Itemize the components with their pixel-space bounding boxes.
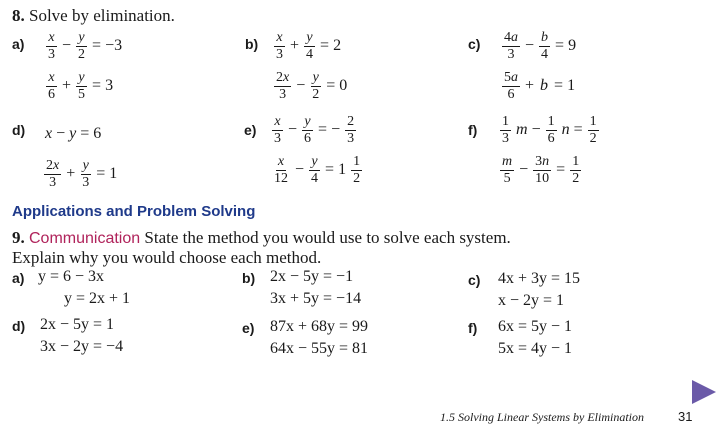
q8b-system	[272, 28, 350, 108]
q8-instruction: Solve by elimination.	[29, 6, 175, 25]
q9f-label: f)	[468, 320, 478, 336]
q9c-eq2: x − 2y = 1	[498, 292, 565, 309]
equation-term: +	[290, 37, 300, 54]
equation-term: = 0	[326, 77, 348, 94]
page-number: 31	[678, 409, 693, 424]
equation-term: m −	[516, 121, 541, 138]
equation-line	[500, 68, 579, 104]
fraction: $\frac{x}{12}$	[274, 154, 288, 186]
q9d-label: d)	[12, 318, 26, 334]
q9e-label: e)	[242, 320, 255, 336]
fraction: $\frac{4a}{3}$	[504, 30, 518, 62]
equation-term: −	[62, 37, 72, 54]
q8f-system	[498, 112, 601, 192]
fraction: $\frac{y}{4}$	[306, 30, 314, 62]
q9f-eq2: 5x = 4y − 1	[498, 340, 573, 357]
q9a-eq2: y = 2x + 1	[64, 290, 131, 307]
fraction: $\frac{y}{3}$	[82, 158, 90, 190]
equation-line	[270, 112, 364, 148]
fraction: $\frac{x}{3}$	[276, 30, 283, 62]
equation-line	[498, 152, 601, 188]
equation-term: +	[525, 77, 535, 94]
fraction: $\frac{2x}{3}$	[276, 70, 290, 102]
fraction: $\frac{b}{4}$	[541, 30, 549, 62]
q9-prompt-line2: Explain why you would choose each method.	[12, 248, 322, 267]
fraction: $\frac{1}{2}$	[353, 154, 361, 186]
equation-term: =	[556, 161, 566, 178]
fraction: $\frac{x}{3}$	[274, 114, 281, 146]
q9b-eq2: 3x + 5y = −14	[270, 290, 362, 307]
q9f-eq1: 6x = 5y − 1	[498, 318, 573, 335]
fraction: $\frac{y}{4}$	[311, 154, 319, 186]
fraction: $\frac{5a}{6}$	[504, 70, 518, 102]
q8f-label: f)	[468, 122, 478, 138]
equation-term: −	[288, 121, 298, 138]
q9-prompt-text: State the method you would use to solve each system.	[144, 228, 511, 247]
q9a-label: a)	[12, 270, 25, 286]
equation-line	[498, 112, 601, 148]
q8b-label: b)	[245, 36, 259, 52]
q8a-label: a)	[12, 36, 25, 52]
equation-term: x − y = 6	[45, 125, 102, 142]
equation-term: = 9	[555, 37, 577, 54]
equation-line	[272, 68, 350, 104]
section-heading: Applications and Problem Solving	[12, 203, 256, 220]
equation-term: = 1	[325, 161, 347, 178]
equation-line	[270, 152, 364, 188]
fraction: $\frac{3n}{10}$	[535, 154, 550, 186]
footer-section-title: 1.5 Solving Linear Systems by Elimination	[440, 410, 644, 424]
q8d-label: d)	[12, 122, 26, 138]
q9e-eq2: 64x − 55y = 81	[270, 340, 369, 357]
equation-line	[272, 28, 350, 64]
fraction: $\frac{1}{6}$	[547, 114, 555, 146]
equation-term: −	[525, 37, 535, 54]
equation-term: = 1	[554, 77, 576, 94]
q9-keyword: Communication	[29, 230, 141, 247]
q8-number: 8.	[12, 6, 25, 25]
equation-line	[44, 68, 125, 104]
q9e-eq1: 87x + 68y = 99	[270, 318, 369, 335]
equation-term: = 1	[96, 165, 118, 182]
equation-term: −	[295, 161, 305, 178]
q8a-system	[44, 28, 125, 108]
equation-term: n =	[561, 121, 583, 138]
q9b-eq1: 2x − 5y = −1	[270, 268, 354, 285]
q9a-eq1: y = 6 − 3x	[38, 268, 105, 285]
equation-line	[42, 156, 120, 192]
q9b-label: b)	[242, 270, 256, 286]
equation-term: +	[62, 77, 72, 94]
q8e-system	[270, 112, 364, 192]
equation-term: = −3	[92, 37, 123, 54]
next-page-arrow-icon[interactable]	[690, 378, 718, 406]
equation-term: = 3	[92, 77, 114, 94]
equation-line	[44, 28, 125, 64]
fraction: $\frac{2}{3}$	[347, 114, 355, 146]
fraction: $\frac{1}{3}$	[502, 114, 509, 146]
equation-term: +	[66, 165, 76, 182]
q9c-label: c)	[468, 272, 481, 288]
fraction: $\frac{1}{2}$	[572, 154, 580, 186]
equation-term: b	[540, 77, 549, 94]
fraction: $\frac{x}{6}$	[48, 70, 55, 102]
q9-number: 9.	[12, 228, 25, 247]
q8e-label: e)	[244, 122, 257, 138]
q9d-eq2: 3x − 2y = −4	[40, 338, 124, 355]
fraction: $\frac{2x}{3}$	[46, 158, 60, 190]
fraction: $\frac{y}{5}$	[78, 70, 86, 102]
fraction: $\frac{y}{6}$	[304, 114, 312, 146]
q9-prompt-line1	[12, 228, 511, 248]
fraction: $\frac{y}{2}$	[312, 70, 320, 102]
equation-term: = 2	[320, 37, 342, 54]
fraction: $\frac{y}{2}$	[78, 30, 86, 62]
q9c-eq1: 4x + 3y = 15	[498, 270, 581, 287]
q8c-label: c)	[468, 36, 481, 52]
q8-header	[12, 6, 175, 26]
equation-term: = −	[318, 121, 341, 138]
q8d-system	[42, 116, 120, 196]
fraction: $\frac{1}{2}$	[589, 114, 597, 146]
equation-line	[42, 116, 120, 152]
fraction: $\frac{x}{3}$	[48, 30, 55, 62]
fraction: $\frac{m}{5}$	[502, 154, 513, 186]
equation-term: −	[519, 161, 529, 178]
equation-line	[500, 28, 579, 64]
q9d-eq1: 2x − 5y = 1	[40, 316, 115, 333]
q8c-system	[500, 28, 579, 108]
equation-term: −	[296, 77, 306, 94]
